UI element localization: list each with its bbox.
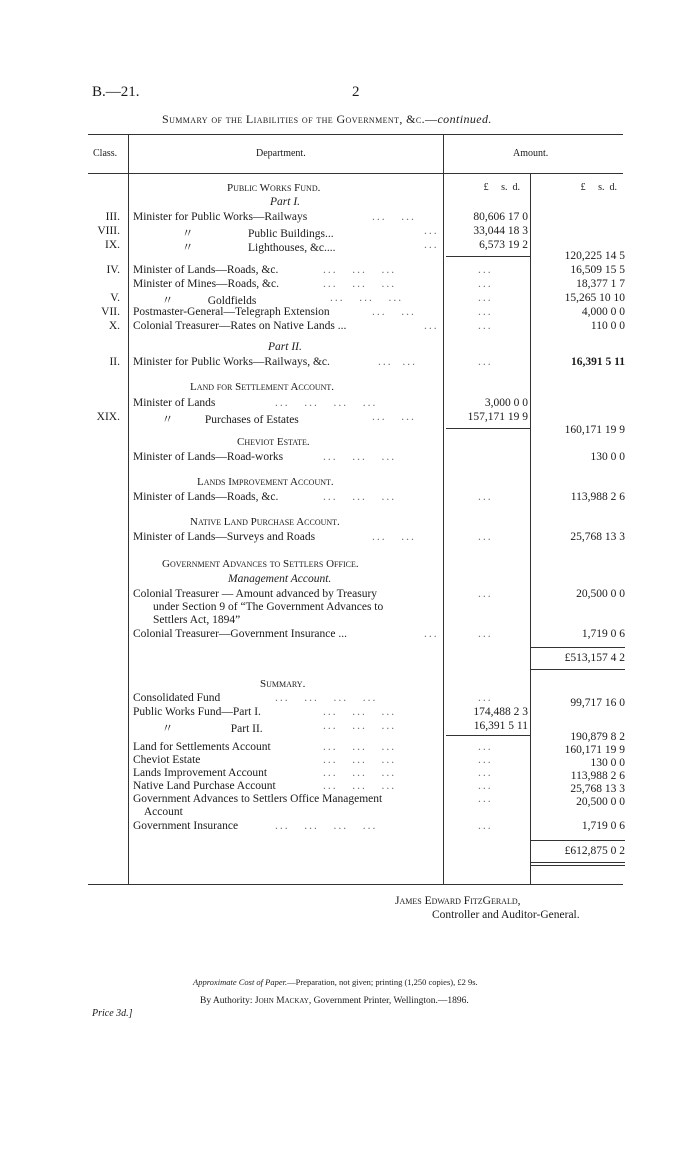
section-heading-cheviot: Cheviot Estate. [237,436,310,448]
summary-row: Lands Improvement Account [133,767,268,779]
total-amount: 110 0 0 [590,320,625,332]
total-amount: 4,000 0 0 [581,306,625,318]
leader-dots: ... ... ... [330,292,404,304]
leader-dots: ... ... ... [323,491,397,503]
subtotal-rule [446,256,530,257]
class-label: II. [109,356,120,368]
section-heading-lands-improvement: Lands Improvement Account. [197,476,334,488]
total-amount: 25,768 13 3 [570,531,625,543]
shillings-symbol: s. [501,182,508,193]
cost-note-text: —Preparation, not given; printing (1,250 copies), £2 9s. [287,977,478,987]
total-amount: 16,391 5 11 [571,356,625,368]
leader-dots: ... [424,225,439,237]
pence-symbol: d. [609,182,617,193]
section-heading-summary: Summary. [260,678,306,690]
summary-total: 113,988 2 6 [570,770,625,782]
leader-dots: ... ... ... [323,767,397,779]
department-row: Minister of Lands—Roads, &c. [133,491,279,503]
summary-row: Government Insurance [133,820,239,832]
summary-pwf-total: 190,879 8 2 [570,731,625,743]
authority-prefix: By Authority: [200,996,255,1006]
leader-dots: ... [478,491,493,503]
department-row: Colonial Treasurer — Amount advanced by Treasury [133,588,378,600]
sub-amount: 33,044 18 3 [473,225,528,237]
pounds-symbol: £ [483,182,489,193]
leader-dots: ... ... ... [323,754,397,766]
signatory-role: Controller and Auditor-General. [432,909,580,921]
summary-row: 〃 Part II. [133,723,263,735]
table-bottom-rule [88,884,623,885]
summary-total: 1,719 0 6 [581,820,625,832]
pence-symbol: d. [512,182,520,193]
title-text: Summary of the Liabilities of the Government, &c.— [162,112,438,126]
authority-suffix: , Government Printer, Wellington.—1896. [308,996,469,1006]
title-suffix: continued. [437,112,492,126]
leader-dots: ... ... [378,356,417,368]
department-row: Minister of Lands—Roads, &c. [133,264,279,276]
leader-dots: ... ... ... [323,264,397,276]
leader-dots: ... ... [372,306,416,318]
page-title [162,112,492,127]
grand-subtotal: £513,157 4 2 [564,652,625,664]
table-header-rule [88,173,623,174]
leader-dots: ... [478,306,493,318]
class-label: IX. [104,239,120,251]
total-amount: 15,265 10 10 [564,292,625,304]
currency-header-total [545,182,617,193]
total-double-rule [530,862,625,863]
total-double-rule [530,865,625,866]
class-label: IV. [106,264,120,276]
leader-dots: ... [478,741,493,753]
summary-sub-amount: 174,488 2 3 [473,706,528,718]
leader-dots: ... ... ... [323,720,397,732]
department-row: Colonial Treasurer—Rates on Native Lands ... [133,320,347,332]
summary-total: 99,717 16 0 [570,697,625,709]
summary-sub-amount: 16,391 5 11 [473,720,528,732]
leader-dots: ... [424,320,439,332]
table-top-rule [88,134,623,135]
leader-dots: ... [478,820,493,832]
subtotal-rule [530,647,625,648]
class-label: V. [110,292,120,304]
leader-dots: ... [478,320,493,332]
land-settlement-total: 160,171 19 9 [564,424,625,436]
summary-row: Consolidated Fund [133,692,221,704]
subtotal-rule [446,735,530,736]
shillings-symbol: s. [598,182,605,193]
section-heading-govt-advances: Government Advances to Settlers Office. [162,558,359,570]
total-rule [530,840,625,841]
summary-row: Land for Settlements Account [133,741,271,753]
subheading-part-one: Part I. [270,196,301,208]
column-header-amount: Amount. [513,148,549,159]
department-row: Minister of Mines—Roads, &c. [133,278,279,290]
class-label: VIII. [97,225,120,237]
department-row: 〃 Goldfields [133,295,257,307]
department-row-continued: Settlers Act, 1894” [153,614,241,626]
leader-dots: ... ... [372,531,416,543]
summary-row: Public Works Fund—Part I. [133,706,261,718]
column-header-class: Class. [93,148,118,159]
authority-line [200,996,469,1006]
leader-dots: ... ... ... [323,706,397,718]
leader-dots: ... [478,356,493,368]
department-row: Minister of Lands—Surveys and Roads [133,531,316,543]
summary-total: 160,171 19 9 [564,744,625,756]
department-row: Minister of Lands—Road-works [133,451,284,463]
department-row: Colonial Treasurer—Government Insurance ... [133,628,347,640]
class-label: III. [105,211,120,223]
department-row: Minister for Public Works—Railways [133,211,308,223]
document-reference: B.—21. [92,84,140,100]
section-heading-public-works: Public Works Fund. [227,182,321,194]
department-row-continued: under Section 9 of “The Government Advances to [153,601,384,613]
leader-dots: ... [478,628,493,640]
sub-amount: 157,171 19 9 [467,411,528,423]
leader-dots: ... ... ... [323,451,397,463]
summary-row: Government Advances to Settlers Office Management [133,793,383,805]
class-label: XIX. [96,411,120,423]
class-label: VII. [101,306,120,318]
sub-amount: 80,606 17 0 [473,211,528,223]
department-row: Postmaster-General—Telegraph Extension [133,306,330,318]
total-amount: 113,988 2 6 [570,491,625,503]
total-amount: 20,500 0 0 [576,588,625,600]
signatory-name: James Edward FitzGerald, [395,895,521,907]
leader-dots: ... [478,780,493,792]
summary-total: 20,500 0 0 [576,796,625,808]
section-heading-land-settlement: Land for Settlement Account. [190,381,335,393]
sub-amount: 6,573 19 2 [479,239,528,251]
leader-dots: ... [478,754,493,766]
total-amount: 130 0 0 [590,451,625,463]
leader-dots: ... [478,278,493,290]
subheading-part-two: Part II. [268,341,302,353]
leader-dots: ... [478,264,493,276]
leader-dots: ... ... ... ... [275,820,378,832]
leader-dots: ... ... [372,211,416,223]
grand-total: £612,875 0 2 [564,845,625,857]
leader-dots: ... [424,628,439,640]
price-label: Price 3d.] [92,1008,133,1019]
leader-dots: ... [478,588,493,600]
leader-dots: ... ... ... [323,741,397,753]
department-row: 〃 Public Buildings... [133,228,334,240]
leader-dots: ... ... ... [323,278,397,290]
section-heading-native-land: Native Land Purchase Account. [190,516,340,528]
pounds-symbol: £ [580,182,586,193]
column-header-department: Department. [256,148,306,159]
currency-header-sub [450,182,520,193]
total-amount: 16,509 15 5 [570,264,625,276]
leader-dots: ... [424,239,439,251]
class-label: X. [108,320,120,332]
leader-dots: ... ... [372,411,416,423]
department-row: Minister for Public Works—Railways, &c. [133,356,330,368]
part-one-subtotal: 120,225 14 5 [564,250,625,262]
subtotal-rule [530,669,625,670]
cost-note [193,977,478,987]
leader-dots: ... [478,767,493,779]
summary-total: 25,768 13 3 [570,783,625,795]
total-amount: 18,377 1 7 [576,278,625,290]
summary-row-continued: Account [133,806,183,818]
department-row: 〃 Lighthouses, &c.... [133,242,336,254]
leader-dots: ... ... ... [323,780,397,792]
page-number: 2 [352,84,360,100]
class-column-rule [128,134,129,884]
department-row: Minister of Lands [133,397,216,409]
department-row: 〃 Purchases of Estates [133,414,299,426]
cost-note-label: Approximate Cost of Paper. [193,977,288,987]
leader-dots: ... [478,531,493,543]
leader-dots: ... ... ... ... [275,692,378,704]
leader-dots: ... [478,793,493,805]
subtotal-rule [446,428,530,429]
leader-dots: ... [478,692,493,704]
total-amount: 1,719 0 6 [581,628,625,640]
summary-total: 130 0 0 [590,757,625,769]
summary-row: Cheviot Estate [133,754,201,766]
sub-amount: 3,000 0 0 [484,397,528,409]
authority-printer: John Mackay [254,996,309,1006]
leader-dots: ... [478,292,493,304]
summary-row: Native Land Purchase Account [133,780,276,792]
subheading-management: Management Account. [228,573,332,585]
leader-dots: ... ... ... ... [275,397,378,409]
